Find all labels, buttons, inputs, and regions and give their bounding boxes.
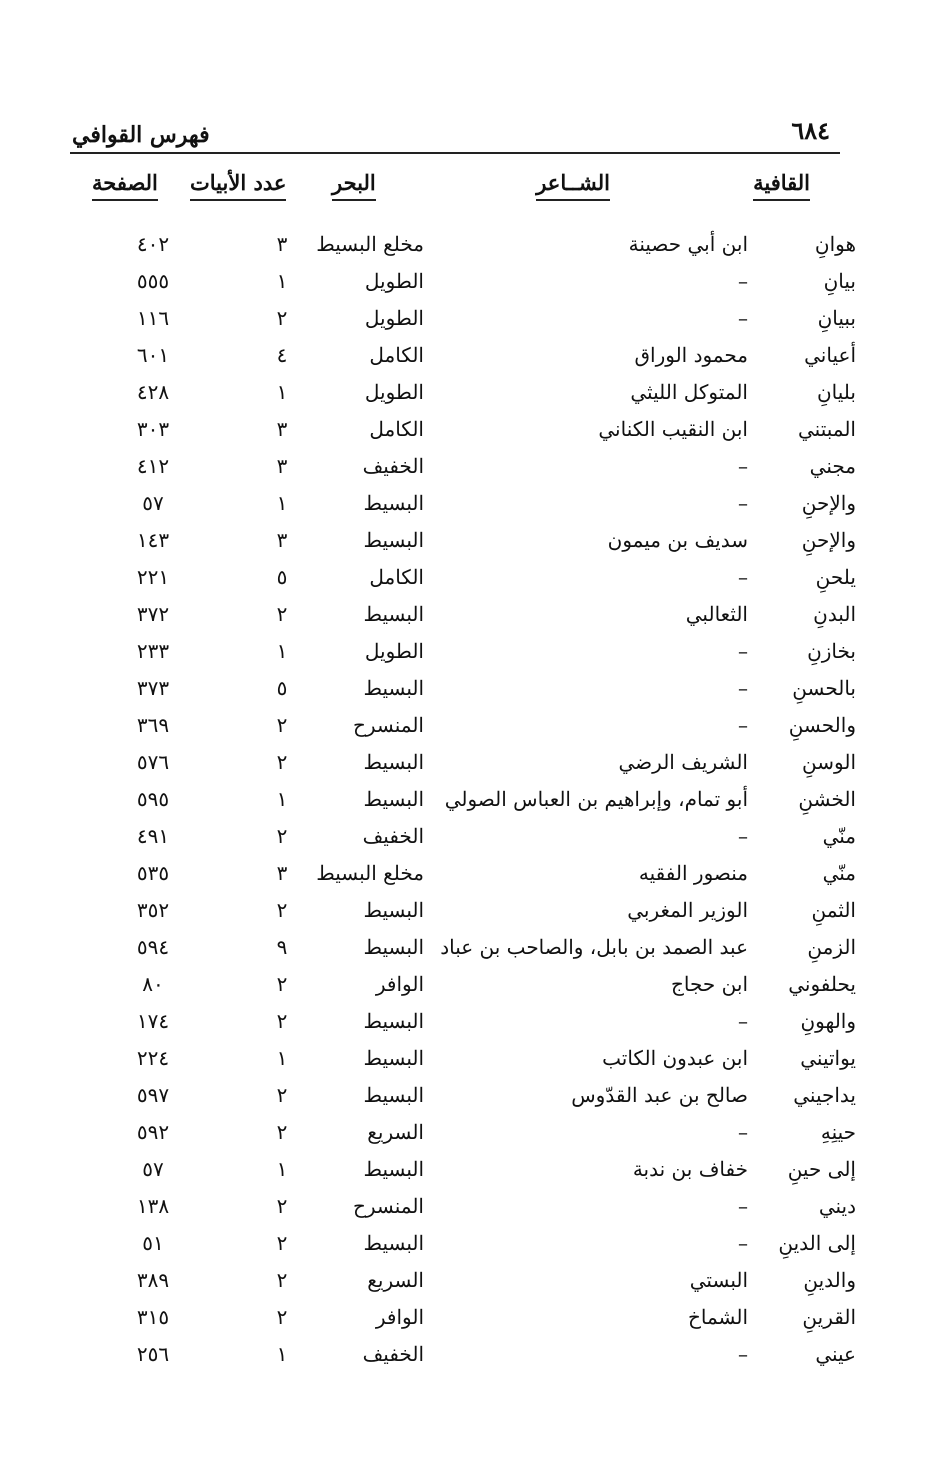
verse-count-cell: ١ bbox=[276, 380, 288, 404]
table-row bbox=[0, 821, 950, 858]
rhyme-cell: الوسنِ bbox=[802, 750, 856, 774]
page-cell: ٥٧٦ bbox=[136, 750, 170, 774]
poet-cell: الشريف الرضي bbox=[618, 750, 748, 774]
page-cell: ٣٨٩ bbox=[136, 1268, 170, 1292]
table-row bbox=[0, 266, 950, 303]
page-cell: ١٧٤ bbox=[136, 1009, 170, 1033]
page-cell: ٥٩٢ bbox=[136, 1120, 170, 1144]
page-cell: ٣٥٢ bbox=[136, 898, 170, 922]
meter-cell: الخفيف bbox=[362, 824, 424, 848]
rhyme-cell: والدينِ bbox=[803, 1268, 856, 1292]
meter-cell: البسيط bbox=[363, 935, 424, 959]
meter-cell: الخفيف bbox=[362, 1342, 424, 1366]
poet-cell: – bbox=[738, 713, 748, 737]
poet-cell: ابن النقيب الكناني bbox=[598, 417, 748, 441]
verse-count-cell: ٢ bbox=[276, 1120, 288, 1144]
running-title: فهرس القوافي bbox=[72, 122, 210, 148]
table-row bbox=[0, 747, 950, 784]
poet-cell: ابن عبدون الكاتب bbox=[602, 1046, 748, 1070]
poet-cell: الوزير المغربي bbox=[627, 898, 748, 922]
table-row bbox=[0, 1043, 950, 1080]
rhyme-cell: يحلفوني bbox=[788, 972, 856, 996]
page-cell: ٤٩١ bbox=[136, 824, 170, 848]
verse-count-cell: ٢ bbox=[276, 750, 288, 774]
verse-count-cell: ٩ bbox=[276, 935, 288, 959]
verse-count-cell: ١ bbox=[276, 1157, 288, 1181]
rhyme-cell: الثمنِ bbox=[811, 898, 856, 922]
meter-cell: البسيط bbox=[363, 676, 424, 700]
column-header-meter: البحر bbox=[332, 170, 376, 201]
meter-cell: المنسرح bbox=[352, 713, 424, 737]
verse-count-cell: ٢ bbox=[276, 1194, 288, 1218]
table-row bbox=[0, 377, 950, 414]
poet-cell: – bbox=[738, 269, 748, 293]
meter-cell: البسيط bbox=[363, 1157, 424, 1181]
meter-cell: مخلع البسيط bbox=[316, 232, 424, 256]
rhyme-cell: يلحنِ bbox=[815, 565, 856, 589]
rhyme-cell: والإحنِ bbox=[801, 528, 856, 552]
table-row bbox=[0, 303, 950, 340]
verse-count-cell: ٢ bbox=[276, 824, 288, 848]
table-row bbox=[0, 599, 950, 636]
page-cell: ٣٠٣ bbox=[136, 417, 170, 441]
meter-cell: الطويل bbox=[364, 306, 424, 330]
page-cell: ٣٧٢ bbox=[136, 602, 170, 626]
rhyme-cell: حينِهِ bbox=[820, 1120, 856, 1144]
page-cell: ٥١ bbox=[142, 1231, 164, 1255]
page-cell: ٤١٢ bbox=[136, 454, 170, 478]
page-cell: ٢٥٦ bbox=[136, 1342, 170, 1366]
rhyme-cell: هوانِ bbox=[814, 232, 856, 256]
page-cell: ٨٠ bbox=[142, 972, 164, 996]
table-row bbox=[0, 1154, 950, 1191]
page-cell: ٥٧ bbox=[142, 491, 164, 515]
table-row bbox=[0, 451, 950, 488]
verse-count-cell: ٥ bbox=[276, 565, 288, 589]
meter-cell: البسيط bbox=[363, 787, 424, 811]
meter-cell: الطويل bbox=[364, 639, 424, 663]
table-row bbox=[0, 710, 950, 747]
poet-cell: الشماخ bbox=[687, 1305, 748, 1329]
poet-cell: – bbox=[738, 824, 748, 848]
table-row bbox=[0, 969, 950, 1006]
verse-count-cell: ٢ bbox=[276, 1009, 288, 1033]
page-cell: ٢٢٤ bbox=[136, 1046, 170, 1070]
verse-count-cell: ٢ bbox=[276, 1083, 288, 1107]
verse-count-cell: ٢ bbox=[276, 713, 288, 737]
verse-count-cell: ٢ bbox=[276, 898, 288, 922]
column-header-page: الصفحة bbox=[92, 170, 158, 201]
column-header-rhyme: القافية bbox=[753, 170, 810, 201]
page-cell: ٥٣٥ bbox=[136, 861, 170, 885]
verse-count-cell: ٢ bbox=[276, 306, 288, 330]
page-cell: ٣٧٣ bbox=[136, 676, 170, 700]
poet-cell: أبو تمام، وإبراهيم بن العباس الصولي bbox=[444, 787, 748, 811]
poet-cell: – bbox=[738, 565, 748, 589]
meter-cell: الكامل bbox=[369, 417, 424, 441]
page-cell: ٣١٥ bbox=[136, 1305, 170, 1329]
table-row bbox=[0, 858, 950, 895]
poet-cell: – bbox=[738, 1342, 748, 1366]
table-row bbox=[0, 673, 950, 710]
verse-count-cell: ٢ bbox=[276, 1231, 288, 1255]
rhyme-cell: بخازنِ bbox=[807, 639, 856, 663]
meter-cell: مخلع البسيط bbox=[316, 861, 424, 885]
verse-count-cell: ٣ bbox=[276, 861, 288, 885]
meter-cell: البسيط bbox=[363, 602, 424, 626]
meter-cell: الكامل bbox=[369, 565, 424, 589]
poet-cell: – bbox=[738, 639, 748, 663]
page-cell: ٥٥٥ bbox=[136, 269, 170, 293]
meter-cell: البسيط bbox=[363, 898, 424, 922]
poet-cell: صالح بن عبد القدّوس bbox=[571, 1083, 748, 1107]
poet-cell: – bbox=[738, 491, 748, 515]
table-row bbox=[0, 1006, 950, 1043]
meter-cell: البسيط bbox=[363, 491, 424, 515]
meter-cell: البسيط bbox=[363, 1083, 424, 1107]
verse-count-cell: ٢ bbox=[276, 972, 288, 996]
rhyme-cell: بالحسنِ bbox=[792, 676, 856, 700]
poet-cell: المتوكل الليثي bbox=[630, 380, 748, 404]
verse-count-cell: ١ bbox=[276, 639, 288, 663]
page-cell: ٥٩٤ bbox=[136, 935, 170, 959]
verse-count-cell: ٥ bbox=[276, 676, 288, 700]
table-row bbox=[0, 784, 950, 821]
verse-count-cell: ٣ bbox=[276, 417, 288, 441]
poet-cell: – bbox=[738, 1009, 748, 1033]
table-row bbox=[0, 932, 950, 969]
poet-cell: – bbox=[738, 1231, 748, 1255]
meter-cell: البسيط bbox=[363, 1231, 424, 1255]
meter-cell: البسيط bbox=[363, 528, 424, 552]
page-number: ٦٨٤ bbox=[791, 116, 830, 145]
poet-cell: البستي bbox=[689, 1268, 748, 1292]
poet-cell: الثعالبي bbox=[685, 602, 748, 626]
meter-cell: الخفيف bbox=[362, 454, 424, 478]
verse-count-cell: ٤ bbox=[276, 343, 288, 367]
rhyme-cell: يداجيني bbox=[793, 1083, 856, 1107]
page-cell: ٥٧ bbox=[142, 1157, 164, 1181]
meter-cell: الطويل bbox=[364, 380, 424, 404]
meter-cell: الوافر bbox=[375, 972, 424, 996]
table-row bbox=[0, 636, 950, 673]
table-row bbox=[0, 525, 950, 562]
poet-cell: ابن أبي حصينة bbox=[628, 232, 748, 256]
table-row bbox=[0, 1080, 950, 1117]
poet-cell: سديف بن ميمون bbox=[607, 528, 748, 552]
rhyme-cell: ببيانِ bbox=[817, 306, 856, 330]
rhyme-cell: بيانِ bbox=[823, 269, 856, 293]
rhyme-cell: منّي bbox=[822, 824, 856, 848]
poet-cell: خفاف بن ندبة bbox=[632, 1157, 748, 1181]
column-header-verse-count: عدد الأبيات bbox=[190, 170, 286, 201]
header-rule bbox=[70, 152, 840, 154]
column-header-poet: الشــاعر bbox=[536, 170, 610, 201]
table-row bbox=[0, 1228, 950, 1265]
table-row bbox=[0, 340, 950, 377]
rhyme-cell: والهونِ bbox=[800, 1009, 856, 1033]
meter-cell: البسيط bbox=[363, 1046, 424, 1070]
table-row bbox=[0, 562, 950, 599]
verse-count-cell: ١ bbox=[276, 787, 288, 811]
rhyme-cell: والإحنِ bbox=[801, 491, 856, 515]
page-cell: ٦٠١ bbox=[136, 343, 170, 367]
table-row bbox=[0, 1265, 950, 1302]
page-cell: ١١٦ bbox=[136, 306, 170, 330]
rhyme-cell: ديني bbox=[818, 1194, 856, 1218]
table-row bbox=[0, 895, 950, 932]
meter-cell: المنسرح bbox=[352, 1194, 424, 1218]
page-cell: ١٤٣ bbox=[136, 528, 170, 552]
table-row bbox=[0, 414, 950, 451]
rhyme-cell: منّي bbox=[822, 861, 856, 885]
rhyme-cell: بليانِ bbox=[816, 380, 856, 404]
verse-count-cell: ٢ bbox=[276, 1305, 288, 1329]
rhyme-cell: المبتني bbox=[798, 417, 856, 441]
meter-cell: البسيط bbox=[363, 1009, 424, 1033]
poet-cell: – bbox=[738, 1120, 748, 1144]
rhyme-cell: عيني bbox=[815, 1342, 856, 1366]
verse-count-cell: ٢ bbox=[276, 1268, 288, 1292]
table-row bbox=[0, 1191, 950, 1228]
rhyme-cell: والحسنِ bbox=[788, 713, 856, 737]
rhyme-cell: يواتيني bbox=[800, 1046, 856, 1070]
poet-cell: – bbox=[738, 454, 748, 478]
meter-cell: السريع bbox=[367, 1268, 424, 1292]
page-cell: ٣٦٩ bbox=[136, 713, 170, 737]
page-cell: ٥٩٥ bbox=[136, 787, 170, 811]
poet-cell: منصور الفقيه bbox=[638, 861, 748, 885]
verse-count-cell: ١ bbox=[276, 269, 288, 293]
rhyme-cell: الخشنِ bbox=[798, 787, 856, 811]
page-cell: ٢٣٣ bbox=[136, 639, 170, 663]
page-cell: ١٣٨ bbox=[136, 1194, 170, 1218]
rhyme-cell: إلى الدينِ bbox=[778, 1231, 856, 1255]
meter-cell: الطويل bbox=[364, 269, 424, 293]
verse-count-cell: ١ bbox=[276, 1342, 288, 1366]
meter-cell: الكامل bbox=[369, 343, 424, 367]
poet-cell: ابن حجاج bbox=[671, 972, 748, 996]
poet-cell: – bbox=[738, 306, 748, 330]
verse-count-cell: ١ bbox=[276, 1046, 288, 1070]
verse-count-cell: ٣ bbox=[276, 528, 288, 552]
verse-count-cell: ٣ bbox=[276, 454, 288, 478]
rhyme-cell: إلى حينِ bbox=[787, 1157, 856, 1181]
meter-cell: السريع bbox=[367, 1120, 424, 1144]
poet-cell: محمود الوراق bbox=[634, 343, 748, 367]
verse-count-cell: ٢ bbox=[276, 602, 288, 626]
rhyme-cell: مجني bbox=[809, 454, 856, 478]
page-cell: ٥٩٧ bbox=[136, 1083, 170, 1107]
table-row bbox=[0, 229, 950, 266]
poet-cell: – bbox=[738, 676, 748, 700]
page-cell: ٤٢٨ bbox=[136, 380, 170, 404]
table-row bbox=[0, 1339, 950, 1376]
poet-cell: – bbox=[738, 1194, 748, 1218]
table-row bbox=[0, 1302, 950, 1339]
rhyme-index-table bbox=[0, 229, 950, 1376]
page-cell: ٢٢١ bbox=[136, 565, 170, 589]
verse-count-cell: ٣ bbox=[276, 232, 288, 256]
rhyme-cell: الزمنِ bbox=[807, 935, 856, 959]
table-row bbox=[0, 488, 950, 525]
rhyme-cell: أعياني bbox=[804, 343, 856, 367]
meter-cell: البسيط bbox=[363, 750, 424, 774]
page-cell: ٤٠٢ bbox=[136, 232, 170, 256]
rhyme-cell: القرينِ bbox=[802, 1305, 856, 1329]
poet-cell: عبد الصمد بن بابل، والصاحب بن عباد bbox=[440, 935, 748, 959]
table-row bbox=[0, 1117, 950, 1154]
verse-count-cell: ١ bbox=[276, 491, 288, 515]
meter-cell: الوافر bbox=[375, 1305, 424, 1329]
rhyme-cell: البدنِ bbox=[813, 602, 856, 626]
